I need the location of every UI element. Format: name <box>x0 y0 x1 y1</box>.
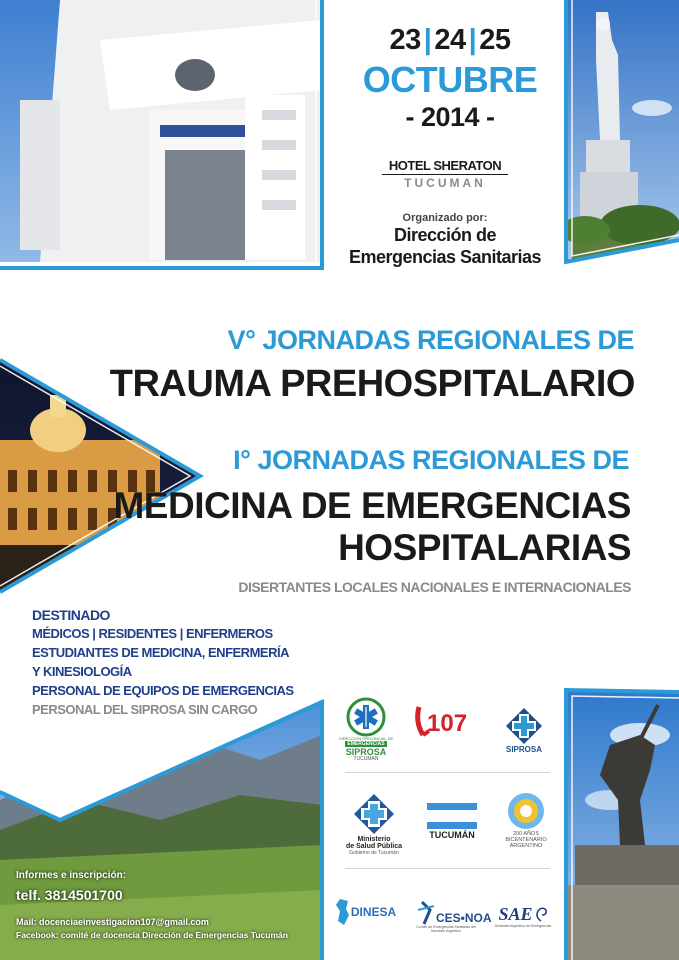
contact-email[interactable]: Mail: docenciaeinvestigacion107@gmail.com <box>16 917 209 927</box>
star-of-life-icon <box>344 697 388 737</box>
contact-heading: Informes e inscripción: <box>16 870 127 881</box>
speakers-note: DISERTANTES LOCALES NACIONALES E INTERNACIONALES <box>238 579 631 595</box>
event-days: 23 | 24 | 25 <box>389 24 511 56</box>
title1-subtitle: V° JORNADAS REGIONALES DE <box>227 325 634 355</box>
audience-line: MÉDICOS | RESIDENTES | ENFERMEROS <box>32 626 273 641</box>
siprosa-emergencias-band: EMERGENCIAS <box>347 741 385 748</box>
dinesa-logo <box>334 892 398 932</box>
cesnoa-logo <box>410 892 492 942</box>
title2-subtitle: I° JORNADAS REGIONALES DE <box>233 445 629 475</box>
venue-name: HOTEL SHERATON <box>388 158 502 173</box>
audience-line: ESTUDIANTES DE MEDICINA, ENFERMERÍA <box>32 645 289 660</box>
dinesa-label: DINESA <box>350 905 397 919</box>
cesnoa-figure-icon <box>416 900 492 926</box>
title2-main-line1: MEDICINA DE EMERGENCIAS <box>113 485 631 526</box>
siprosa-cross-icon <box>504 706 544 746</box>
title1-main: TRAUMA PREHOSPITALARIO <box>109 363 635 405</box>
audience-block <box>32 606 322 719</box>
organizer-label: Organizado por: <box>402 212 488 224</box>
logo-107-text: 107 <box>427 710 468 737</box>
tucuman-flag-icon <box>427 801 477 831</box>
contact-phone[interactable]: telf. 3814501700 <box>16 887 123 903</box>
venue-divider <box>382 174 508 175</box>
siprosa-emergencias-logo <box>336 694 396 766</box>
sae-logo <box>488 896 558 936</box>
cesnoa-text: CES•NOA <box>436 911 492 926</box>
day-2: 24 <box>434 24 466 56</box>
ministerio-cross-icon <box>352 792 396 836</box>
day-1: 23 <box>389 24 421 56</box>
siprosa-label: SIPROSA <box>505 744 542 754</box>
tucuman-label: TUCUMÁN <box>429 830 475 841</box>
siprosa-logo <box>494 700 554 760</box>
ministerio-line2: de Salud Pública <box>345 843 402 851</box>
date-block <box>360 24 540 132</box>
phone-107-icon <box>413 701 471 743</box>
event-month: OCTUBRE <box>362 59 538 100</box>
bicentenario-line3: ARGENTINO <box>509 843 543 850</box>
ministerio-salud-logo <box>342 784 406 864</box>
siprosa-emergencias-arc: DIRECCION PROVINCIAL DE <box>338 736 394 742</box>
audience-line: PERSONAL DE EQUIPOS DE EMERGENCIAS <box>32 683 294 698</box>
logo-separator <box>345 868 550 869</box>
audience-heading: DESTINADO <box>32 607 110 623</box>
cesnoa-sub: Comité de Emergencias Sanitarias del Noroeste Argentino <box>416 925 476 933</box>
bicentenario-line1: 200 AÑOS <box>513 830 539 837</box>
bicentenario-logo <box>494 784 558 856</box>
siprosa-emergencias-name: SIPROSA <box>345 747 387 758</box>
emergency-107-logo <box>412 700 472 744</box>
contact-facebook[interactable]: Facebook: comité de docencia Dirección de Emergencias Tucumán <box>16 930 288 940</box>
event-year: - 2014 - <box>405 102 495 132</box>
sae-label: SAE <box>498 903 533 924</box>
sae-sub: Sociedad Argentina de Emergencias <box>494 923 552 928</box>
building-photo-top-left <box>0 0 322 262</box>
title2-main-line2: HOSPITALARIAS <box>338 527 631 568</box>
sae-spiral-icon <box>534 905 548 923</box>
day-3: 25 <box>479 24 511 56</box>
dinesa-map-icon <box>336 899 350 925</box>
ministerio-line1: Ministerio <box>357 835 391 843</box>
siprosa-emergencias-sub: TUCUMAN <box>353 756 379 763</box>
warrior-statue-photo <box>566 690 679 960</box>
audience-free-note: PERSONAL DEL SIPROSA SIN CARGO <box>32 702 258 717</box>
organizer-name-line1: Dirección de <box>393 225 497 245</box>
organizer-name-line2: Emergencias Sanitarias <box>348 247 542 267</box>
ministerio-line3: Gobierno de Tucumán <box>349 849 399 856</box>
statue-photo-top-right <box>560 0 679 262</box>
organizer-block <box>330 212 560 268</box>
audience-line: Y KINESIOLOGÍA <box>32 664 132 679</box>
venue-city: TUCUMAN <box>404 176 486 190</box>
logo-separator <box>345 772 550 773</box>
tucuman-logo <box>422 796 482 846</box>
venue-block <box>370 158 520 190</box>
sun-emblem-icon <box>506 791 546 831</box>
contact-block <box>16 870 336 940</box>
bicentenario-line2: BICENTENARIO <box>505 836 547 843</box>
